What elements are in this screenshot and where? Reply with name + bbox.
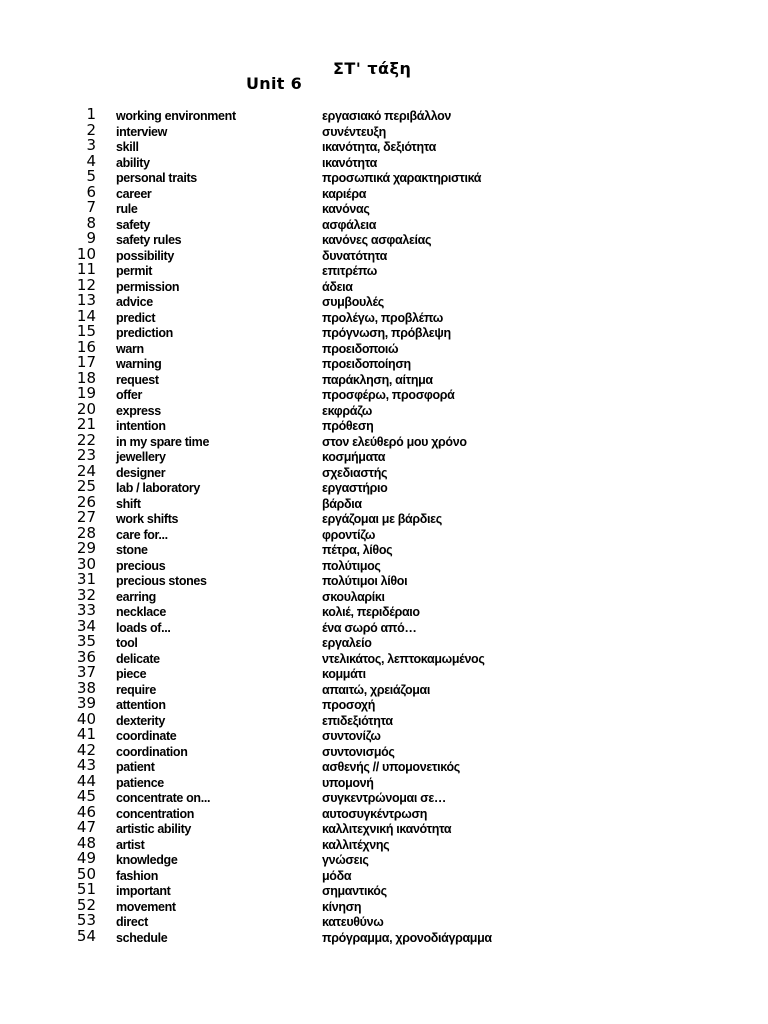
greek-translation: κομμάτι	[322, 667, 366, 681]
english-term: earring	[116, 589, 156, 604]
vocabulary-row	[0, 353, 768, 372]
english-term: schedule	[116, 930, 168, 945]
item-number: 32	[76, 585, 96, 604]
greek-translation: προειδοποιώ	[322, 341, 399, 356]
vocabulary-row	[0, 213, 768, 233]
greek-translation: κανόνες ασφαλείας	[322, 233, 432, 247]
item-number: 44	[76, 771, 96, 790]
greek-translation: φροντίζω	[322, 527, 376, 542]
greek-translation: εργάζομαι με βάρδιες	[322, 512, 442, 526]
item-number: 45	[76, 787, 96, 805]
vocabulary-row	[0, 740, 768, 760]
english-term: work shifts	[116, 512, 179, 526]
vocabulary-row	[0, 725, 768, 744]
item-number: 7	[86, 198, 96, 216]
vocabulary-row	[0, 585, 768, 605]
english-term: intention	[116, 419, 166, 433]
vocabulary-row	[0, 275, 768, 295]
vocabulary-row	[0, 756, 768, 775]
item-number: 3	[86, 136, 96, 154]
english-term: permission	[116, 279, 180, 294]
vocabulary-row	[0, 802, 768, 822]
greek-translation: ένα σωρό από…	[322, 620, 417, 635]
vocabulary-row	[0, 337, 768, 357]
vocabulary-row	[0, 601, 768, 620]
vocabulary-row	[0, 368, 768, 388]
item-number: 30	[76, 554, 96, 573]
greek-translation: πρόγνωση, πρόβλεψη	[322, 326, 451, 340]
english-term: tool	[116, 636, 138, 650]
english-term: precious	[116, 558, 166, 573]
english-term: ability	[116, 155, 150, 170]
english-term: piece	[116, 667, 147, 681]
greek-translation: εργαλείο	[322, 636, 372, 650]
greek-translation: κανόνας	[322, 202, 370, 216]
english-term: interview	[116, 124, 168, 139]
vocabulary-row	[0, 229, 768, 248]
item-number: 34	[76, 616, 96, 635]
vocabulary-row	[0, 647, 768, 667]
greek-translation: καριέρα	[322, 186, 367, 201]
greek-translation: πέτρα, λίθος	[322, 543, 393, 557]
greek-translation: σχεδιαστής	[322, 465, 388, 480]
english-term: shift	[116, 496, 141, 511]
item-number: 35	[76, 632, 96, 650]
vocabulary-row	[0, 415, 768, 434]
english-term: require	[116, 682, 156, 697]
vocabulary-row	[0, 151, 768, 171]
vocabulary-row	[0, 709, 768, 729]
english-term: warn	[116, 341, 144, 356]
vocabulary-row	[0, 461, 768, 481]
greek-translation: πολύτιμοι λίθοι	[322, 574, 408, 588]
vocabulary-row	[0, 136, 768, 155]
english-term: rule	[116, 202, 138, 216]
vocabulary-row	[0, 632, 768, 651]
greek-translation: κατευθύνω	[322, 915, 384, 929]
item-number: 46	[76, 802, 96, 821]
greek-translation: καλλιτεχνική ικανότητα	[322, 822, 452, 836]
greek-translation: παράκληση, αίτημα	[322, 372, 433, 387]
item-number: 1	[86, 105, 96, 123]
english-term: necklace	[116, 605, 167, 619]
english-term: coordination	[116, 744, 188, 759]
item-number: 28	[76, 523, 96, 542]
english-term: personal traits	[116, 171, 197, 185]
greek-translation: μόδα	[322, 868, 352, 883]
english-term: predict	[116, 310, 156, 325]
item-number: 21	[76, 415, 96, 433]
english-term: fashion	[116, 868, 158, 883]
english-term: possibility	[116, 248, 174, 263]
item-number: 29	[76, 539, 96, 557]
item-number: 36	[76, 647, 96, 666]
greek-translation: επιδεξιότητα	[322, 713, 393, 728]
english-term: prediction	[116, 326, 173, 340]
english-term: lab / laboratory	[116, 481, 201, 495]
english-term: patience	[116, 775, 164, 790]
vocabulary-row	[0, 399, 768, 419]
greek-translation: ντελικάτος, λεπτοκαμωμένος	[322, 651, 485, 666]
english-term: skill	[116, 140, 139, 154]
item-number: 16	[76, 337, 96, 356]
english-term: artistic ability	[116, 822, 191, 836]
greek-translation: καλλιτέχνης	[322, 837, 390, 852]
vocabulary-row	[0, 306, 768, 326]
item-number: 22	[76, 430, 96, 449]
english-term: jewellery	[116, 450, 166, 464]
item-number: 39	[76, 694, 96, 712]
english-term: concentration	[116, 806, 195, 821]
greek-translation: ασθενής // υπομονετικός	[322, 760, 460, 774]
vocabulary-row	[0, 492, 768, 512]
english-term: working environment	[116, 109, 236, 123]
greek-translation: ικανότητα, δεξιότητα	[322, 140, 436, 154]
greek-translation: άδεια	[322, 279, 353, 294]
unit-title: Unit 6	[246, 74, 303, 93]
greek-translation: εκφράζω	[322, 403, 373, 418]
vocabulary-row	[0, 771, 768, 791]
vocabulary-row	[0, 833, 768, 853]
english-term: delicate	[116, 651, 160, 666]
item-number: 23	[76, 446, 96, 464]
greek-translation: κίνηση	[322, 899, 362, 914]
item-number: 50	[76, 864, 96, 883]
item-number: 48	[76, 833, 96, 852]
item-number: 24	[76, 461, 96, 480]
greek-translation: κολιέ, περιδέραιο	[322, 605, 420, 619]
vocabulary-row	[0, 911, 768, 930]
english-term: safety rules	[116, 233, 182, 247]
vocabulary-row	[0, 694, 768, 713]
item-number: 17	[76, 353, 96, 371]
greek-translation: συνέντευξη	[322, 124, 386, 139]
item-number: 13	[76, 291, 96, 309]
greek-translation: ικανότητα	[322, 155, 377, 170]
english-term: direct	[116, 915, 148, 929]
greek-translation: προσφέρω, προσφορά	[322, 388, 455, 402]
item-number: 53	[76, 911, 96, 929]
vocabulary-row	[0, 322, 768, 341]
english-term: warning	[116, 357, 162, 371]
greek-translation: σημαντικός	[322, 884, 387, 898]
item-number: 8	[86, 213, 96, 232]
greek-translation: στον ελεύθερό μου χρόνο	[322, 434, 467, 449]
english-term: knowledge	[116, 853, 178, 867]
greek-translation: συντονισμός	[322, 744, 395, 759]
vocabulary-row	[0, 291, 768, 310]
english-term: concentrate on...	[116, 791, 211, 805]
item-number: 4	[86, 151, 96, 170]
vocabulary-row	[0, 523, 768, 543]
item-number: 31	[76, 570, 96, 588]
item-number: 2	[86, 120, 96, 139]
greek-translation: κοσμήματα	[322, 450, 386, 464]
english-term: permit	[116, 264, 153, 278]
vocabulary-row	[0, 818, 768, 837]
english-term: advice	[116, 295, 153, 309]
english-term: career	[116, 186, 152, 201]
item-number: 11	[76, 260, 96, 278]
vocabulary-row	[0, 864, 768, 884]
item-number: 33	[76, 601, 96, 619]
vocabulary-row	[0, 384, 768, 403]
vocabulary-row	[0, 167, 768, 186]
greek-translation: δυνατότητα	[322, 248, 387, 263]
item-number: 43	[76, 756, 96, 774]
english-term: important	[116, 884, 171, 898]
english-term: movement	[116, 899, 176, 914]
greek-translation: συντονίζω	[322, 729, 381, 743]
vocabulary-row	[0, 539, 768, 558]
vocabulary-row	[0, 926, 768, 946]
english-term: precious stones	[116, 574, 207, 588]
item-number: 26	[76, 492, 96, 511]
vocabulary-row	[0, 260, 768, 279]
greek-translation: πρόθεση	[322, 419, 374, 433]
english-term: dexterity	[116, 713, 165, 728]
vocabulary-row	[0, 895, 768, 915]
english-term: express	[116, 403, 161, 418]
english-term: offer	[116, 388, 143, 402]
item-number: 15	[76, 322, 96, 340]
vocabulary-row	[0, 446, 768, 465]
greek-translation: προλέγω, προβλέπω	[322, 310, 443, 325]
item-number: 5	[86, 167, 96, 185]
vocabulary-row	[0, 554, 768, 574]
item-number: 20	[76, 399, 96, 418]
greek-translation: υπομονή	[322, 775, 374, 790]
english-term: request	[116, 372, 159, 387]
item-number: 12	[76, 275, 96, 294]
item-number: 9	[86, 229, 96, 247]
item-number: 52	[76, 895, 96, 914]
greek-translation: συγκεντρώνομαι σε…	[322, 791, 447, 805]
english-term: coordinate	[116, 729, 177, 743]
item-number: 37	[76, 663, 96, 681]
item-number: 14	[76, 306, 96, 325]
english-term: patient	[116, 760, 155, 774]
item-number: 41	[76, 725, 96, 743]
greek-translation: ασφάλεια	[322, 217, 377, 232]
english-term: stone	[116, 543, 148, 557]
vocabulary-row	[0, 663, 768, 682]
vocabulary-row	[0, 678, 768, 698]
vocabulary-row	[0, 880, 768, 899]
vocabulary-list	[0, 105, 768, 945]
item-number: 47	[76, 818, 96, 836]
greek-translation: βάρδια	[322, 496, 362, 511]
english-term: attention	[116, 698, 166, 712]
english-term: safety	[116, 217, 151, 232]
item-number: 25	[76, 477, 96, 495]
english-term: care for...	[116, 527, 168, 542]
greek-translation: προειδοποίηση	[322, 357, 411, 371]
greek-translation: αυτοσυγκέντρωση	[322, 806, 427, 821]
greek-translation: εργασιακό περιβάλλον	[322, 109, 452, 123]
grade-title: ΣΤ' τάξη	[333, 59, 412, 78]
item-number: 19	[76, 384, 96, 402]
item-number: 18	[76, 368, 96, 387]
greek-translation: πολύτιμος	[322, 558, 381, 573]
item-number: 49	[76, 849, 96, 867]
vocabulary-row	[0, 105, 768, 124]
vocabulary-row	[0, 787, 768, 806]
item-number: 54	[76, 926, 96, 945]
greek-translation: πρόγραμμα, χρονοδιάγραμμα	[322, 930, 492, 945]
greek-translation: συμβουλές	[322, 295, 384, 309]
vocabulary-row	[0, 616, 768, 636]
greek-translation: προσωπικά χαρακτηριστικά	[322, 171, 482, 185]
english-term: in my spare time	[116, 434, 210, 449]
vocabulary-row	[0, 849, 768, 868]
english-term: artist	[116, 837, 145, 852]
vocabulary-row	[0, 244, 768, 264]
greek-translation: προσοχή	[322, 698, 376, 712]
vocabulary-row	[0, 508, 768, 527]
greek-translation: απαιτώ, χρειάζομαι	[322, 682, 431, 697]
vocabulary-row	[0, 198, 768, 217]
item-number: 6	[86, 182, 96, 201]
item-number: 27	[76, 508, 96, 526]
vocabulary-row	[0, 430, 768, 450]
greek-translation: γνώσεις	[322, 853, 369, 867]
item-number: 40	[76, 709, 96, 728]
greek-translation: σκουλαρίκι	[322, 589, 385, 604]
greek-translation: εργαστήριο	[322, 481, 388, 495]
vocabulary-row	[0, 477, 768, 496]
item-number: 51	[76, 880, 96, 898]
greek-translation: επιτρέπω	[322, 264, 377, 278]
item-number: 38	[76, 678, 96, 697]
item-number: 10	[76, 244, 96, 263]
vocabulary-row	[0, 570, 768, 589]
vocabulary-row	[0, 120, 768, 140]
vocabulary-row	[0, 182, 768, 202]
english-term: designer	[116, 465, 166, 480]
item-number: 42	[76, 740, 96, 759]
english-term: loads of...	[116, 620, 171, 635]
